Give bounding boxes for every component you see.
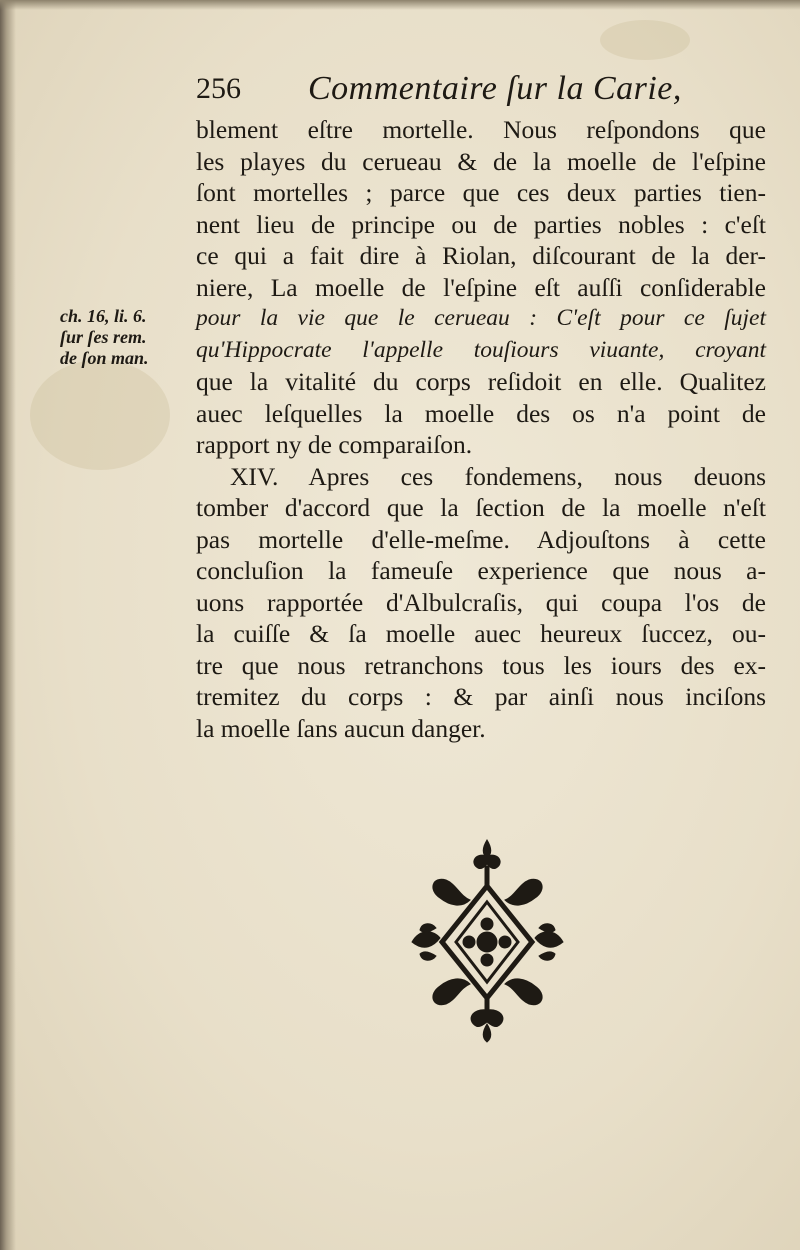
text-line: que la vitalité du corps reſidoit en elle. Qualitez xyxy=(196,367,766,396)
text-line: la cuiſſe & ſa moelle auec heureux ſuccez, ou- xyxy=(196,619,766,648)
text-line: auec leſquelles la moelle des os n'a point de xyxy=(196,398,766,428)
text-line: uons rapportée d'Albulcraſis, qui coupa l'os de xyxy=(196,587,766,617)
margin-note-line: ch. 16, li. 6. xyxy=(60,306,147,326)
page-header xyxy=(196,70,696,116)
body-text xyxy=(196,114,766,744)
text-line: XIV. Apres ces fondemens, nous deuons xyxy=(230,461,766,491)
text-line-italic: pour la vie que le cerueau : C'eſt pour ce ſujet xyxy=(196,305,766,331)
text-line: niere, La moelle de l'eſpine eſt auſſi conſiderable xyxy=(196,272,766,302)
paper-stain xyxy=(30,360,170,470)
page-number: 256 xyxy=(196,72,241,105)
text-line: tre que nous retranchons tous les iours des ex- xyxy=(196,650,766,680)
top-edge-shadow xyxy=(0,0,800,10)
text-line: tomber d'accord que la ſection de la moelle n'eſt xyxy=(196,493,766,522)
text-line: nent lieu de principe ou de parties nobles : c'eſt xyxy=(196,209,766,239)
text-line: les playes du cerueau & de la moelle de l'eſpine xyxy=(196,146,766,176)
text-line: concluſion la fameuſe experience que nous a- xyxy=(196,556,766,585)
text-line: la moelle ſans aucun danger. xyxy=(196,713,486,743)
text-line: ſont mortelles ; parce que ces deux parties tien- xyxy=(196,178,766,207)
fleuron-ornament-icon xyxy=(410,838,565,1043)
margin-note-line: de ſon man. xyxy=(60,348,149,368)
paper-stain xyxy=(600,20,690,60)
text-line: pas mortelle d'elle-meſme. Adjouſtons à cette xyxy=(196,524,766,554)
margin-note-line: ſur ſes rem. xyxy=(60,327,147,347)
text-line: rapport ny de comparaiſon. xyxy=(196,430,473,459)
running-head: Commentaire ſur la Carie, xyxy=(308,70,682,107)
margin-note xyxy=(60,306,190,369)
text-line: ce qui a fait dire à Riolan, diſcourant de la der- xyxy=(196,241,766,270)
text-line-italic: qu'Hippocrate l'appelle touſiours viuante, croyant xyxy=(196,336,766,363)
binding-shadow xyxy=(0,0,16,1250)
text-line: tremitez du corps : & par ainſi nous inciſons xyxy=(196,682,766,711)
text-line: blement eſtre mortelle. Nous reſpondons que xyxy=(196,115,766,144)
